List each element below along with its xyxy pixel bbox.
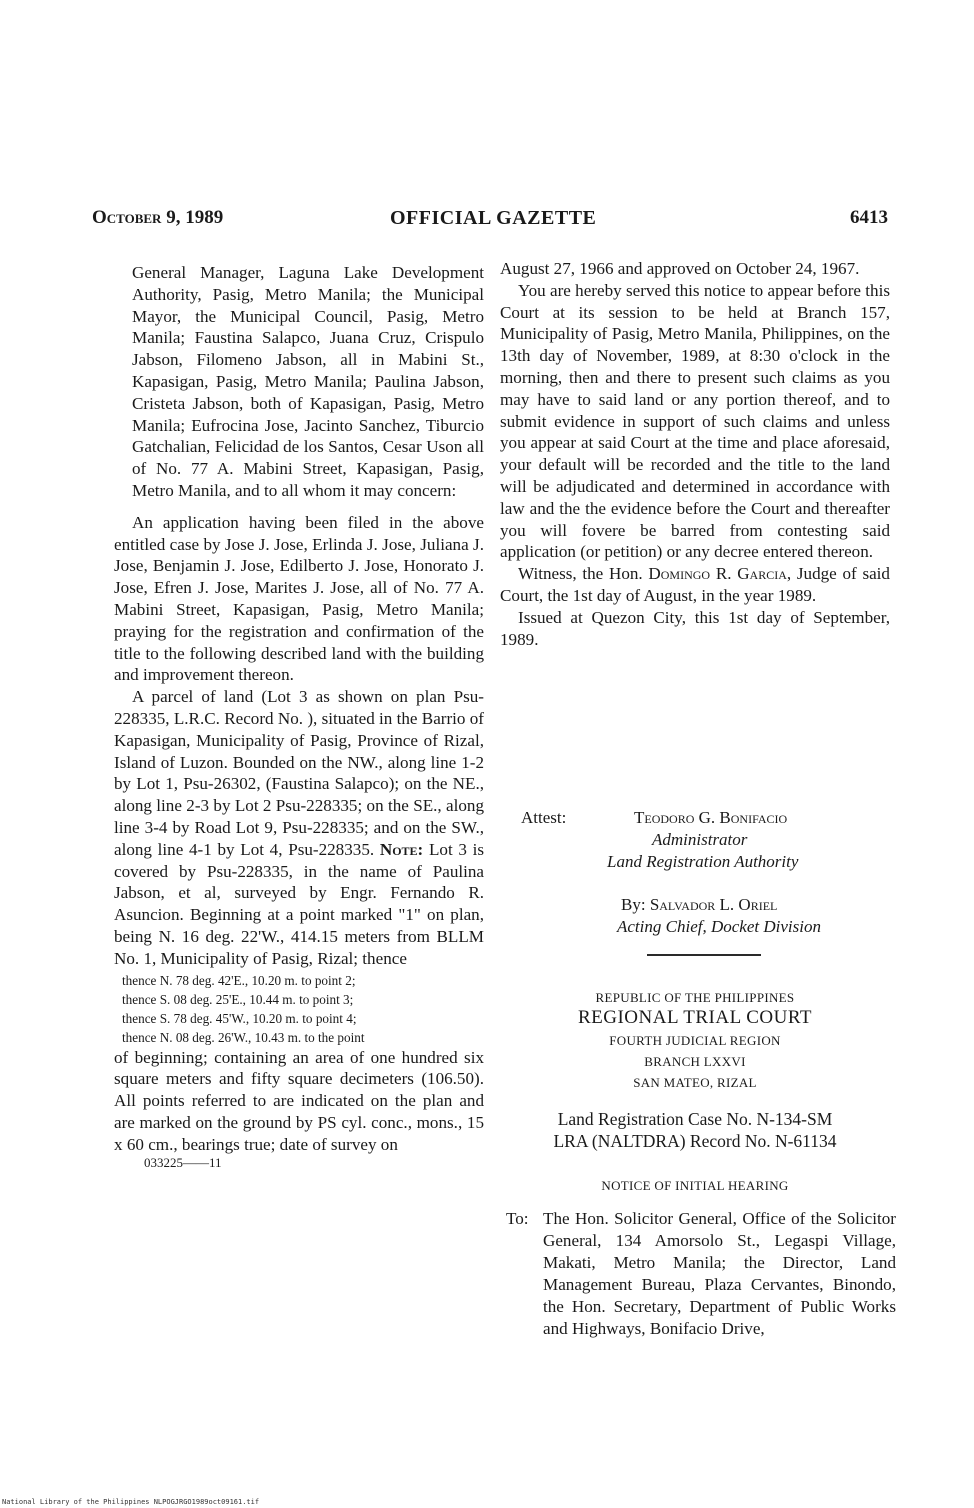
served-notice-paragraph: You are hereby served this notice to appear before this Court at its session to be held at Branch 157, Municipality of Pasig, Metro Manila, Philippines, on the 13th day of November, 1989, at 8:30 o'clock in the morning, then and there to present such claims as you may have to said land or any portion thereof, and to submit evidence in support of such claims and unless you appear at said Court at the time and place aforesaid, your default will be recorded and the title to the land will be adjudicated and determined in accordance with law and the the evidence before the Court and thereafter you will fovere be barred from contesting said application (or petition) or any decree entered thereon.	[500, 280, 890, 562]
issued-paragraph: Issued at Quezon City, this 1st day of September, 1989.	[500, 607, 890, 649]
by-title: Acting Chief, Docket Division	[617, 917, 821, 936]
course-line: thence S. 08 deg. 25'E., 10.44 m. to point 3;	[122, 991, 354, 1007]
case-number: Land Registration Case No. N-134-SM	[557, 1109, 833, 1129]
application-paragraph: An application having been filed in the above entitled case by Jose J. Jose, Erlinda J. Jose, Juliana J. Jose, Benjamin J. Jose, Edilberto J. Jose, Honorato J. Jose, Efren J. Jose, Marites J. Jose, all of No. 77 A. Mabini Street, Kapasigan, Pasig, Metro Manila; praying for the registration and confirmation of the title to the following described land with the building and improvement thereon.	[114, 512, 484, 685]
left-column	[114, 262, 484, 1171]
by-line	[621, 895, 777, 915]
course-line: thence N. 78 deg. 42'E., 10.20 m. to point 2;	[122, 972, 356, 988]
attesting-officer-title: Administrator	[652, 830, 748, 849]
note-label: Note:	[379, 839, 424, 859]
region-heading: FOURTH JUDICIAL REGION	[609, 1033, 781, 1048]
witness-suffix: Judge of said Court, the 1st day of August, in the year 1989.	[500, 564, 890, 605]
parcel-text: A parcel of land (Lot 3 as shown on plan Psu-228335, L.R.C. Record No. ), situated in the Barrio of Kapasigan, Municipality of Pasig, Province of Rizal, Island of Luzon. Bounded on the NW., along line 1-2 by Lot 1, Psu-26302, (Faustina Salapco); on the NE., along line 2-3 by Lot 2 Psu-228335; on the SE., along line 3-4 by Road Lot 9, Psu-228335; and on the SW., along line 4-1 by Lot 4, Psu-228335.	[114, 687, 484, 859]
print-code: 033225——11	[144, 1155, 222, 1171]
course-line: thence S. 78 deg. 45'W., 10.20 m. to point 4;	[122, 1010, 357, 1026]
attest-label: Attest:	[521, 808, 567, 827]
publication-title: OFFICIAL GAZETTE	[390, 207, 597, 229]
court-heading: REGIONAL TRIAL COURT	[577, 1007, 813, 1028]
to-text: The Hon. Solicitor General, Office of the Solicitor General, 134 Amorsolo St., Legaspi Village, Makati, Metro Manila; the Director, Land Management Bureau, Plaza Cervantes, Binondo, the Hon. Secretary, Department of Public Works and Highways, Bonifacio Drive,	[543, 1209, 896, 1338]
republic-heading: REPUBLIC OF THE PHILIPPINES	[595, 990, 795, 1005]
course-line: thence N. 08 deg. 26'W., 10.43 m. to the point	[122, 1029, 365, 1045]
by-name: Salvador L. Oriel	[649, 895, 778, 914]
issue-date: October 9, 1989	[92, 207, 224, 228]
addressee-list: General Manager, Laguna Lake Development Authority, Pasig, Metro Manila; the Municipal Mayor, the Municipal Council, Pasig, Metro Manila; Faustina Salapco, Juana Cruz, Crispulo Jabson, Filomeno Jabson, all in Mabini St., Kapasigan, Pasig, Metro Manila; Paulina Jabson, Cristeta Jabson, both of Kapasigan, Pasig, Metro Manila; Eufrocina Jose, Jacinto Sanchez, Tiburcio Gatchalian, Felicidad de los Santos, Cesar Uson all of No. 77 A. Mabini Street, Kapasigan, Pasig, Metro Manila, and to all whom it may concern:	[132, 263, 484, 500]
attesting-office: Land Registration Authority	[607, 852, 799, 871]
scan-footer: National Library of the Philippines NLPOGJRGO1989oct09161.tif	[2, 1498, 260, 1506]
parcel-description	[114, 686, 484, 969]
lra-record-number: LRA (NALTDRA) Record No. N-61134	[553, 1131, 837, 1151]
witness-paragraph	[500, 563, 890, 607]
survey-courses	[114, 971, 484, 1047]
page-number: 6413	[850, 207, 888, 228]
right-column	[500, 258, 890, 650]
notice-title: NOTICE OF INITIAL HEARING	[601, 1178, 789, 1193]
by-label: By:	[621, 895, 646, 914]
branch-heading: BRANCH LXXVI	[644, 1054, 746, 1069]
section-divider	[647, 954, 761, 956]
attesting-officer-name: Teodoro G. Bonifacio	[634, 808, 788, 827]
witness-name: Domingo R. Garcia,	[648, 564, 792, 584]
to-label: To:	[506, 1209, 529, 1228]
witness-prefix: Witness, the Hon.	[518, 564, 643, 584]
location-heading: SAN MATEO, RIZAL	[633, 1075, 757, 1090]
survey-dates: August 27, 1966 and approved on October 24, 1967.	[500, 259, 860, 278]
to-addressees	[506, 1208, 896, 1340]
parcel-area-text: of beginning; containing an area of one hundred six square meters and fifty square decimeters (106.50). All points referred to are indicated on the plan and are marked on the ground by PS cyl. conc., mons., 15 x 60 cm., bearings true; date of survey on	[114, 1047, 484, 1154]
parcel-note-text: Lot 3 is covered by Psu-228335, in the name of Paulina Jabson, et al, surveyed by Engr. Fernando R. Asuncion. Beginning at a point marked "1" on plan, being N. 16 deg. 22'W., 414.15 meters from BLLM No. 1, Municipality of Pasig, Rizal; thence	[114, 839, 485, 968]
